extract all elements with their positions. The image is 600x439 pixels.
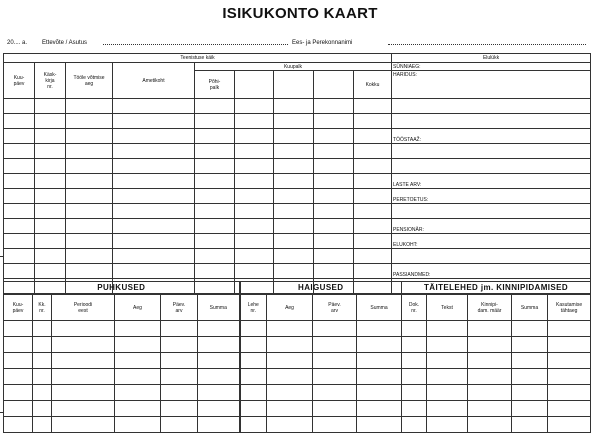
- service-cell[interactable]: [66, 189, 113, 204]
- record-cell[interactable]: [33, 353, 52, 369]
- record-cell[interactable]: [357, 385, 402, 401]
- record-cell[interactable]: [52, 385, 115, 401]
- sickness-col-1: Aeg: [267, 295, 313, 321]
- service-cell[interactable]: [274, 219, 314, 234]
- service-cell[interactable]: [235, 174, 274, 189]
- service-cell[interactable]: [113, 129, 195, 144]
- service-cell[interactable]: [66, 174, 113, 189]
- service-cell[interactable]: [354, 114, 392, 129]
- record-cell[interactable]: [427, 321, 468, 337]
- record-cell[interactable]: [198, 353, 240, 369]
- record-row: [4, 369, 591, 385]
- record-cell[interactable]: [357, 337, 402, 353]
- record-cell[interactable]: [240, 401, 267, 417]
- service-row: [4, 219, 591, 234]
- service-cell[interactable]: [274, 159, 314, 174]
- record-cell[interactable]: [4, 353, 33, 369]
- record-cell[interactable]: [52, 321, 115, 337]
- col-position-label: Ametikoht: [142, 77, 165, 84]
- record-cell[interactable]: [512, 369, 548, 385]
- garnish-col-1: Tekst: [427, 295, 468, 321]
- record-cell[interactable]: [4, 321, 33, 337]
- service-cell[interactable]: [314, 114, 354, 129]
- col-order-label: Käsk- kirja nr.: [43, 71, 57, 90]
- service-cell[interactable]: [195, 174, 235, 189]
- vacations-col-3: Aeg: [115, 295, 161, 321]
- record-cell[interactable]: [512, 337, 548, 353]
- record-cell[interactable]: [33, 401, 52, 417]
- service-cell[interactable]: [66, 144, 113, 159]
- service-cell[interactable]: [314, 219, 354, 234]
- life-cell[interactable]: PENSIONÄR:: [392, 219, 591, 234]
- service-row: [4, 249, 591, 264]
- col-salary-b: [274, 71, 314, 99]
- life-cell[interactable]: PERETOETUS:: [392, 189, 591, 204]
- service-cell[interactable]: [354, 189, 392, 204]
- record-row: [4, 337, 591, 353]
- service-cell[interactable]: [4, 189, 35, 204]
- record-cell[interactable]: [427, 401, 468, 417]
- sickness-col-3: Summa: [357, 295, 402, 321]
- service-cell[interactable]: [274, 249, 314, 264]
- record-cell[interactable]: [52, 401, 115, 417]
- service-cell[interactable]: [274, 144, 314, 159]
- sickness-title: HAIGUSED: [240, 282, 402, 295]
- service-cell[interactable]: [354, 144, 392, 159]
- record-cell[interactable]: [161, 417, 198, 433]
- service-cell[interactable]: [314, 234, 354, 249]
- service-row: [4, 234, 591, 249]
- col-base-salary-label: Põhi- palk: [208, 78, 221, 91]
- service-cell[interactable]: [235, 264, 274, 279]
- sickness-col-2: Päev. arv: [313, 295, 357, 321]
- record-cell[interactable]: [427, 417, 468, 433]
- record-cell[interactable]: [52, 337, 115, 353]
- record-cell[interactable]: [548, 321, 591, 337]
- record-cell[interactable]: [468, 353, 512, 369]
- service-row: [4, 144, 591, 159]
- life-cell[interactable]: [392, 249, 591, 264]
- col-date: [4, 63, 35, 99]
- service-cell[interactable]: [35, 264, 66, 279]
- col-base-salary: [195, 71, 235, 99]
- record-cell[interactable]: [198, 321, 240, 337]
- record-cell[interactable]: [468, 401, 512, 417]
- service-cell[interactable]: [66, 234, 113, 249]
- record-cell[interactable]: [115, 337, 161, 353]
- record-cell[interactable]: [512, 417, 548, 433]
- garnish-col-4: Kasutamise tähtaeg: [548, 295, 591, 321]
- service-cell[interactable]: [314, 249, 354, 264]
- service-cell[interactable]: [4, 264, 35, 279]
- record-cell[interactable]: [402, 401, 427, 417]
- record-cell[interactable]: [427, 337, 468, 353]
- record-cell[interactable]: [4, 369, 33, 385]
- record-cell[interactable]: [468, 337, 512, 353]
- record-cell[interactable]: [548, 385, 591, 401]
- record-cell[interactable]: [357, 417, 402, 433]
- record-cell[interactable]: [267, 353, 313, 369]
- vacations-col-5: Summa: [198, 295, 240, 321]
- service-cell[interactable]: [66, 99, 113, 114]
- record-row: [4, 321, 591, 337]
- record-cell[interactable]: [33, 321, 52, 337]
- service-cell[interactable]: [235, 249, 274, 264]
- service-cell[interactable]: [4, 159, 35, 174]
- service-cell[interactable]: [274, 189, 314, 204]
- service-row: [4, 204, 591, 219]
- record-row: [4, 417, 591, 433]
- record-cell[interactable]: [161, 321, 198, 337]
- record-cell[interactable]: [240, 353, 267, 369]
- service-cell[interactable]: [354, 129, 392, 144]
- service-cell[interactable]: [4, 144, 35, 159]
- record-cell[interactable]: [357, 353, 402, 369]
- service-history-header: Teenistuse käik: [4, 54, 392, 63]
- life-cell[interactable]: TÖÖSTAAŽ:: [392, 129, 591, 144]
- name-label: Ees- ja Perekonnanimi: [292, 40, 353, 46]
- service-cell[interactable]: [354, 99, 392, 114]
- record-cell[interactable]: [4, 417, 33, 433]
- service-cell[interactable]: [235, 234, 274, 249]
- garnish-col-2: Kinnipi- dam. määr: [468, 295, 512, 321]
- record-cell[interactable]: [468, 321, 512, 337]
- record-cell[interactable]: [198, 417, 240, 433]
- service-cell[interactable]: [274, 129, 314, 144]
- service-cell[interactable]: [195, 114, 235, 129]
- service-cell[interactable]: [113, 234, 195, 249]
- record-cell[interactable]: [240, 369, 267, 385]
- record-cell[interactable]: [313, 353, 357, 369]
- record-cell[interactable]: [115, 401, 161, 417]
- record-cell[interactable]: [427, 369, 468, 385]
- record-cell[interactable]: [4, 385, 33, 401]
- record-cell[interactable]: [313, 417, 357, 433]
- record-cell[interactable]: [548, 353, 591, 369]
- employer-field[interactable]: [103, 44, 288, 45]
- garnish-col-3: Summa: [512, 295, 548, 321]
- record-cell[interactable]: [52, 369, 115, 385]
- service-cell[interactable]: [35, 144, 66, 159]
- record-cell[interactable]: [357, 369, 402, 385]
- life-header: Elulükk: [392, 54, 591, 63]
- record-cell[interactable]: [115, 369, 161, 385]
- col-salary-a: [235, 71, 274, 99]
- service-cell[interactable]: [35, 114, 66, 129]
- record-cell[interactable]: [313, 369, 357, 385]
- service-cell[interactable]: [4, 234, 35, 249]
- garnish-col-0: Dok. nr.: [402, 295, 427, 321]
- service-cell[interactable]: [314, 159, 354, 174]
- service-cell[interactable]: [66, 159, 113, 174]
- service-cell[interactable]: [66, 249, 113, 264]
- life-cell[interactable]: LASTE ARV:: [392, 174, 591, 189]
- record-cell[interactable]: [512, 321, 548, 337]
- garnish-title: TÄITELEHED jm. KINNIPIDAMISED: [402, 282, 591, 295]
- service-cell[interactable]: [274, 204, 314, 219]
- service-cell[interactable]: [274, 234, 314, 249]
- record-cell[interactable]: [512, 385, 548, 401]
- record-cell[interactable]: [52, 417, 115, 433]
- service-cell[interactable]: [35, 174, 66, 189]
- service-cell[interactable]: [274, 264, 314, 279]
- record-cell[interactable]: [115, 353, 161, 369]
- service-cell[interactable]: [314, 174, 354, 189]
- record-cell[interactable]: [33, 337, 52, 353]
- record-cell[interactable]: [402, 353, 427, 369]
- service-cell[interactable]: [195, 99, 235, 114]
- record-cell[interactable]: [115, 417, 161, 433]
- record-cell[interactable]: [357, 401, 402, 417]
- service-cell[interactable]: [314, 99, 354, 114]
- record-cell[interactable]: [313, 321, 357, 337]
- service-cell[interactable]: [113, 144, 195, 159]
- service-cell[interactable]: [354, 219, 392, 234]
- service-cell[interactable]: [354, 159, 392, 174]
- record-row: [4, 385, 591, 401]
- record-cell[interactable]: [468, 417, 512, 433]
- life-cell[interactable]: PASSIANDMED:: [392, 264, 591, 279]
- service-cell[interactable]: [4, 174, 35, 189]
- service-cell[interactable]: [66, 114, 113, 129]
- life-cell[interactable]: [392, 114, 591, 129]
- record-cell[interactable]: [33, 417, 52, 433]
- name-field[interactable]: [388, 44, 586, 45]
- record-cell[interactable]: [357, 321, 402, 337]
- service-cell[interactable]: [35, 204, 66, 219]
- col-order: [35, 63, 66, 99]
- margin-mark: [0, 256, 3, 257]
- sickness-col-0: Lehe nr.: [240, 295, 267, 321]
- service-cell[interactable]: [314, 204, 354, 219]
- record-row: [4, 401, 591, 417]
- service-cell[interactable]: [113, 99, 195, 114]
- col-total: Kokku: [354, 71, 392, 99]
- record-cell[interactable]: [161, 337, 198, 353]
- service-cell[interactable]: [235, 159, 274, 174]
- record-cell[interactable]: [240, 417, 267, 433]
- service-cell[interactable]: [314, 129, 354, 144]
- vacations-title: PUHKUSED: [4, 282, 240, 295]
- record-cell[interactable]: [402, 321, 427, 337]
- life-cell[interactable]: [392, 204, 591, 219]
- service-row: [4, 174, 591, 189]
- record-cell[interactable]: [33, 369, 52, 385]
- service-cell[interactable]: [113, 204, 195, 219]
- service-cell[interactable]: [274, 99, 314, 114]
- record-row: [4, 353, 591, 369]
- margin-mark: [0, 412, 3, 413]
- service-cell[interactable]: [113, 174, 195, 189]
- service-cell[interactable]: [354, 204, 392, 219]
- record-cell[interactable]: [4, 401, 33, 417]
- service-cell[interactable]: [66, 129, 113, 144]
- col-salary-c: [314, 71, 354, 99]
- service-cell[interactable]: [4, 129, 35, 144]
- service-row: [4, 129, 591, 144]
- year-label: 20.... a.: [7, 40, 28, 46]
- service-cell[interactable]: [35, 189, 66, 204]
- service-cell[interactable]: [113, 114, 195, 129]
- col-job-type: [66, 63, 113, 99]
- service-cell[interactable]: [235, 114, 274, 129]
- service-cell[interactable]: [235, 189, 274, 204]
- record-cell[interactable]: [198, 385, 240, 401]
- record-cell[interactable]: [313, 337, 357, 353]
- record-cell[interactable]: [548, 337, 591, 353]
- record-cell[interactable]: [468, 385, 512, 401]
- employer-label: Ettevõte / Asutus: [42, 40, 88, 46]
- life-cell[interactable]: ELUKOHT:: [392, 234, 591, 249]
- service-cell[interactable]: [354, 174, 392, 189]
- service-cell[interactable]: [274, 174, 314, 189]
- service-cell[interactable]: [113, 189, 195, 204]
- record-cell[interactable]: [313, 385, 357, 401]
- record-cell[interactable]: [402, 369, 427, 385]
- record-cell[interactable]: [468, 369, 512, 385]
- life-birth[interactable]: SÜNNIAEG:: [392, 63, 591, 71]
- col-position: [113, 63, 195, 99]
- service-cell[interactable]: [66, 219, 113, 234]
- record-cell[interactable]: [161, 385, 198, 401]
- record-cell[interactable]: [240, 321, 267, 337]
- service-row: [4, 159, 591, 174]
- service-cell[interactable]: [354, 264, 392, 279]
- record-cell[interactable]: [198, 337, 240, 353]
- vacations-col-0: Kuu- päev: [4, 295, 33, 321]
- record-cell[interactable]: [267, 321, 313, 337]
- service-cell[interactable]: [113, 249, 195, 264]
- record-cell[interactable]: [267, 369, 313, 385]
- service-cell[interactable]: [35, 159, 66, 174]
- record-cell[interactable]: [427, 353, 468, 369]
- service-cell[interactable]: [314, 189, 354, 204]
- service-cell[interactable]: [235, 204, 274, 219]
- record-cell[interactable]: [548, 417, 591, 433]
- record-cell[interactable]: [4, 337, 33, 353]
- service-cell[interactable]: [4, 204, 35, 219]
- salary-header: Kuupalk: [195, 63, 392, 71]
- service-cell[interactable]: [4, 249, 35, 264]
- service-cell[interactable]: [354, 234, 392, 249]
- service-cell[interactable]: [4, 114, 35, 129]
- record-cell[interactable]: [240, 337, 267, 353]
- service-cell[interactable]: [314, 144, 354, 159]
- record-cell[interactable]: [161, 369, 198, 385]
- service-row: [4, 189, 591, 204]
- service-cell[interactable]: [195, 249, 235, 264]
- record-cell[interactable]: [161, 401, 198, 417]
- service-cell[interactable]: [314, 264, 354, 279]
- record-cell[interactable]: [267, 401, 313, 417]
- service-row: [4, 264, 591, 279]
- service-cell[interactable]: [235, 129, 274, 144]
- record-cell[interactable]: [402, 417, 427, 433]
- record-cell[interactable]: [267, 337, 313, 353]
- service-cell[interactable]: [35, 99, 66, 114]
- service-cell[interactable]: [195, 159, 235, 174]
- life-cell[interactable]: [392, 159, 591, 174]
- service-cell[interactable]: [195, 144, 235, 159]
- service-cell[interactable]: [195, 264, 235, 279]
- service-cell[interactable]: [195, 189, 235, 204]
- vacations-col-1: Kk. nr.: [33, 295, 52, 321]
- record-cell[interactable]: [198, 369, 240, 385]
- service-row: [4, 99, 591, 114]
- record-cell[interactable]: [313, 401, 357, 417]
- service-cell[interactable]: [35, 129, 66, 144]
- record-cell[interactable]: [402, 385, 427, 401]
- life-cell[interactable]: [392, 144, 591, 159]
- record-cell[interactable]: [198, 401, 240, 417]
- record-cell[interactable]: [52, 353, 115, 369]
- record-cell[interactable]: [115, 321, 161, 337]
- life-education[interactable]: HARIDUS:: [392, 71, 591, 99]
- record-cell[interactable]: [427, 385, 468, 401]
- record-cell[interactable]: [115, 385, 161, 401]
- record-cell[interactable]: [548, 401, 591, 417]
- service-cell[interactable]: [354, 249, 392, 264]
- record-cell[interactable]: [267, 385, 313, 401]
- service-cell[interactable]: [235, 144, 274, 159]
- service-cell[interactable]: [66, 204, 113, 219]
- vacations-sickness-table: [3, 281, 591, 433]
- record-cell[interactable]: [402, 337, 427, 353]
- service-cell[interactable]: [4, 99, 35, 114]
- service-cell[interactable]: [195, 129, 235, 144]
- service-cell[interactable]: [195, 204, 235, 219]
- service-cell[interactable]: [66, 264, 113, 279]
- record-cell[interactable]: [161, 353, 198, 369]
- service-cell[interactable]: [113, 264, 195, 279]
- service-cell[interactable]: [235, 99, 274, 114]
- service-cell[interactable]: [195, 219, 235, 234]
- record-cell[interactable]: [548, 369, 591, 385]
- service-cell[interactable]: [35, 234, 66, 249]
- service-cell[interactable]: [113, 219, 195, 234]
- service-cell[interactable]: [35, 219, 66, 234]
- col-date-label: Kuu- päev: [13, 74, 25, 87]
- record-cell[interactable]: [240, 385, 267, 401]
- record-cell[interactable]: [512, 353, 548, 369]
- record-cell[interactable]: [267, 417, 313, 433]
- col-job-type-label: Tööle võtmise aeg: [73, 74, 105, 87]
- service-row: [4, 114, 591, 129]
- service-cell[interactable]: [235, 219, 274, 234]
- service-cell[interactable]: [35, 249, 66, 264]
- service-cell[interactable]: [113, 159, 195, 174]
- vacations-col-2: Perioodi eest: [52, 295, 115, 321]
- service-cell[interactable]: [274, 114, 314, 129]
- service-record-table: [3, 53, 591, 294]
- life-cell[interactable]: [392, 99, 591, 114]
- service-cell[interactable]: [195, 234, 235, 249]
- service-cell[interactable]: [4, 219, 35, 234]
- page-title: ISIKUKONTO KAART: [222, 5, 378, 22]
- record-cell[interactable]: [512, 401, 548, 417]
- vacations-col-4: Päev. arv: [161, 295, 198, 321]
- record-cell[interactable]: [33, 385, 52, 401]
